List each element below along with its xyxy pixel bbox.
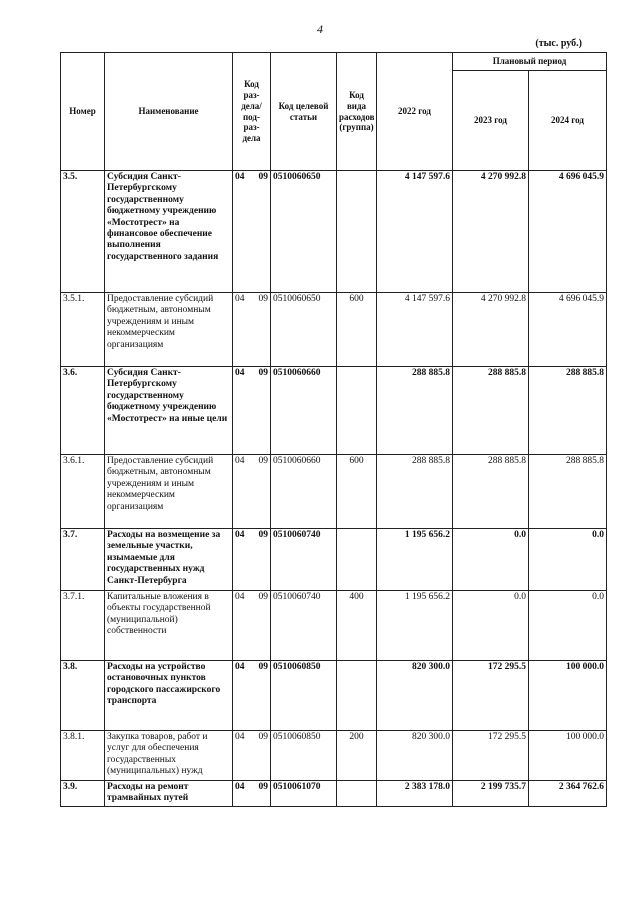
row-2022: 288 885.8 [377, 367, 453, 455]
row-number: 3.8.1. [61, 731, 105, 781]
row-2023: 172 295.5 [453, 661, 529, 731]
row-podrazdel: 09 [258, 732, 268, 742]
table-row [61, 293, 607, 367]
row-podrazdel: 09 [258, 592, 268, 602]
row-section [233, 661, 271, 731]
row-name: Предоставление субсидий бюджетным, автономным учреждениям и иным некоммерческим организациям [105, 455, 233, 529]
table-row [61, 731, 607, 781]
row-number: 3.6.1. [61, 455, 105, 529]
row-expense-type [337, 529, 377, 591]
row-2022: 820 300.0 [377, 661, 453, 731]
row-target: 0510060650 [271, 171, 337, 293]
table-header [61, 53, 607, 171]
row-target: 0510060660 [271, 367, 337, 455]
row-section [233, 591, 271, 661]
units-label: (тыс. руб.) [535, 38, 582, 49]
table-body [61, 171, 607, 807]
row-2023: 288 885.8 [453, 455, 529, 529]
row-number: 3.5.1. [61, 293, 105, 367]
row-2022: 288 885.8 [377, 455, 453, 529]
row-section [233, 781, 271, 807]
row-expense-type [337, 367, 377, 455]
row-razdel: 04 [235, 662, 245, 672]
header-number: Номер [61, 53, 105, 171]
row-razdel: 04 [235, 782, 245, 792]
row-section [233, 171, 271, 293]
row-2023: 0.0 [453, 529, 529, 591]
row-2024: 4 696 045.9 [529, 171, 607, 293]
row-2023: 4 270 992.8 [453, 293, 529, 367]
row-name: Расходы на устройство остановочных пунктов городского пассажирского транспорта [105, 661, 233, 731]
row-2023: 172 295.5 [453, 731, 529, 781]
row-razdel: 04 [235, 172, 245, 182]
row-name: Субсидия Санкт-Петербургскому государственному бюджетному учреждению «Мостотрест» на финансовое обеспечение выполнения государственного задания [105, 171, 233, 293]
row-2022: 1 195 656.2 [377, 591, 453, 661]
table-row [61, 171, 607, 293]
row-podrazdel: 09 [258, 294, 268, 304]
row-2024: 4 696 045.9 [529, 293, 607, 367]
row-podrazdel: 09 [258, 662, 268, 672]
row-2024: 100 000.0 [529, 661, 607, 731]
row-razdel: 04 [235, 294, 245, 304]
row-section [233, 529, 271, 591]
row-expense-type: 600 [337, 455, 377, 529]
row-expense-type [337, 661, 377, 731]
row-2022: 4 147 597.6 [377, 293, 453, 367]
row-2022: 2 383 178.0 [377, 781, 453, 807]
table-row [61, 529, 607, 591]
row-target: 0510060740 [271, 529, 337, 591]
row-section [233, 367, 271, 455]
table-row [61, 591, 607, 661]
row-target: 0510060740 [271, 591, 337, 661]
row-podrazdel: 09 [258, 530, 268, 540]
row-2022: 4 147 597.6 [377, 171, 453, 293]
row-number: 3.9. [61, 781, 105, 807]
row-number: 3.5. [61, 171, 105, 293]
row-name: Капитальные вложения в объекты государственной (муниципальной) собственности [105, 591, 233, 661]
row-2022: 820 300.0 [377, 731, 453, 781]
budget-table [60, 52, 607, 807]
row-podrazdel: 09 [258, 456, 268, 466]
row-2023: 288 885.8 [453, 367, 529, 455]
header-target: Код целевой статьи [271, 53, 337, 171]
row-name: Субсидия Санкт-Петербургскому государственному бюджетному учреждению «Мостотрест» на иные цели [105, 367, 233, 455]
row-number: 3.8. [61, 661, 105, 731]
row-target: 0510061070 [271, 781, 337, 807]
row-razdel: 04 [235, 592, 245, 602]
header-2024: 2024 год [529, 71, 607, 171]
row-expense-type [337, 781, 377, 807]
row-name: Закупка товаров, работ и услуг для обеспечения государственных (муниципальных) нужд [105, 731, 233, 781]
row-target: 0510060660 [271, 455, 337, 529]
row-2023: 2 199 735.7 [453, 781, 529, 807]
row-2023: 4 270 992.8 [453, 171, 529, 293]
row-section [233, 455, 271, 529]
row-section [233, 731, 271, 781]
row-expense-type: 200 [337, 731, 377, 781]
row-expense-type: 600 [337, 293, 377, 367]
row-expense-type [337, 171, 377, 293]
row-target: 0510060650 [271, 293, 337, 367]
row-name: Расходы на ремонт трамвайных путей [105, 781, 233, 807]
row-2024: 0.0 [529, 591, 607, 661]
header-section: Код раз-дела/ под-раз-дела [233, 53, 271, 171]
row-2024: 2 364 762.6 [529, 781, 607, 807]
header-2022: 2022 год [377, 53, 453, 171]
row-razdel: 04 [235, 368, 245, 378]
header-name: Наименование [105, 53, 233, 171]
row-2024: 100 000.0 [529, 731, 607, 781]
row-razdel: 04 [235, 456, 245, 466]
row-name: Расходы на возмещение за земельные участки, изымаемые для государственных нужд Санкт-Петербурга [105, 529, 233, 591]
row-2023: 0.0 [453, 591, 529, 661]
row-podrazdel: 09 [258, 368, 268, 378]
row-section [233, 293, 271, 367]
row-razdel: 04 [235, 530, 245, 540]
row-number: 3.7. [61, 529, 105, 591]
table-row [61, 455, 607, 529]
row-target: 0510060850 [271, 731, 337, 781]
row-podrazdel: 09 [258, 782, 268, 792]
row-podrazdel: 09 [258, 172, 268, 182]
row-number: 3.6. [61, 367, 105, 455]
row-name: Предоставление субсидий бюджетным, автономным учреждениям и иным некоммерческим организациям [105, 293, 233, 367]
table-row [61, 781, 607, 807]
row-2024: 288 885.8 [529, 367, 607, 455]
header-expense-type: Код вида расходов (группа) [337, 53, 377, 171]
row-target: 0510060850 [271, 661, 337, 731]
row-razdel: 04 [235, 732, 245, 742]
row-2024: 288 885.8 [529, 455, 607, 529]
table-row [61, 367, 607, 455]
header-planning-period: Плановый период [453, 53, 607, 71]
page-number: 4 [317, 22, 323, 36]
row-number: 3.7.1. [61, 591, 105, 661]
row-2022: 1 195 656.2 [377, 529, 453, 591]
header-2023: 2023 год [453, 71, 529, 171]
row-expense-type: 400 [337, 591, 377, 661]
table-row [61, 661, 607, 731]
row-2024: 0.0 [529, 529, 607, 591]
